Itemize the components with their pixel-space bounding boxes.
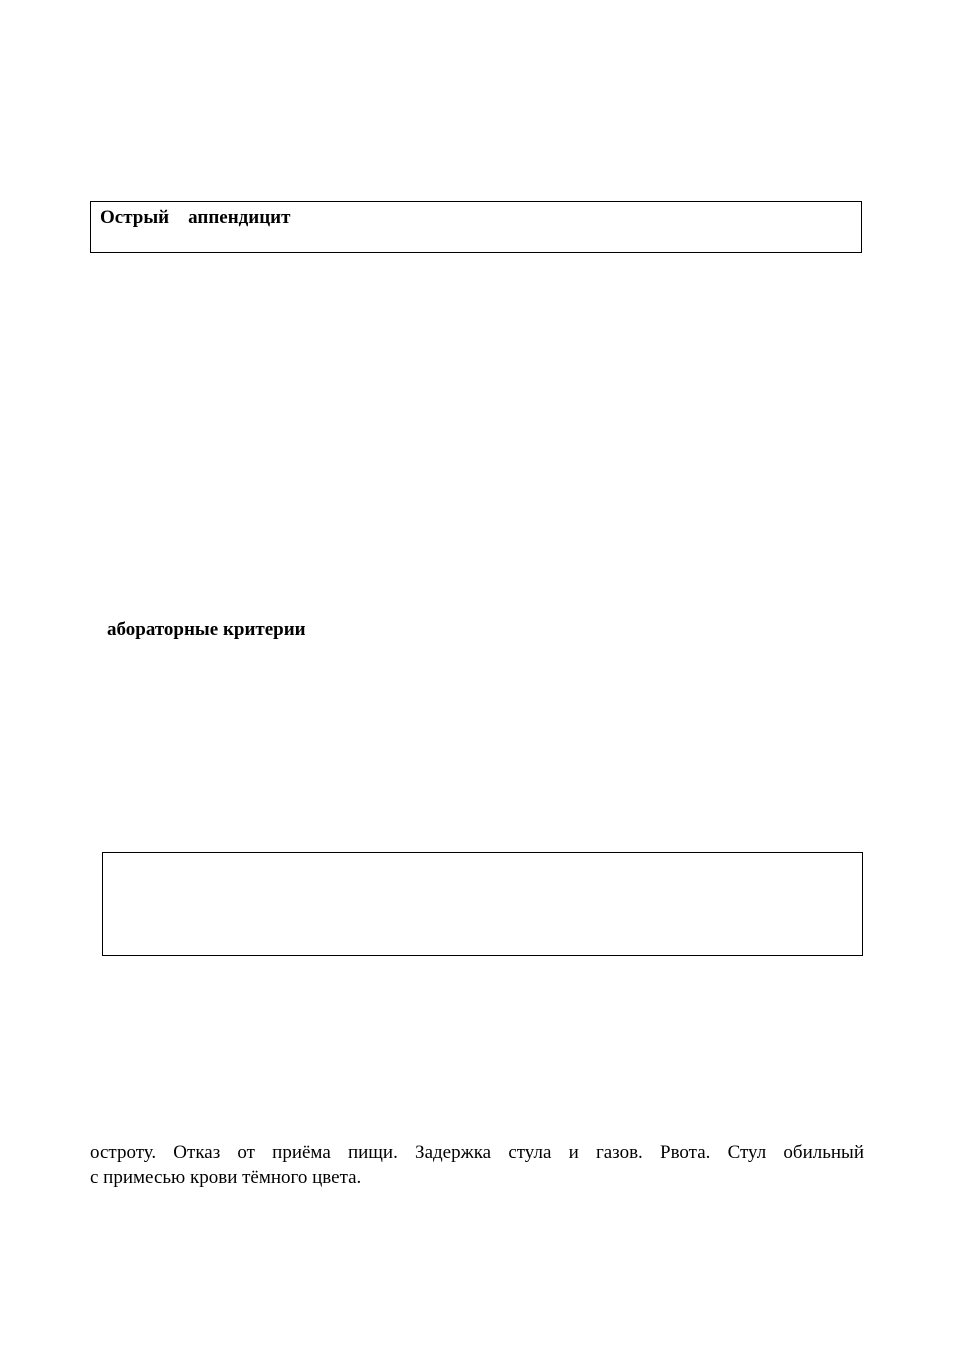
paragraph-line-2: с примесью крови тёмного цвета. <box>90 1167 362 1188</box>
section-heading-laboratory-criteria: абораторные критерии <box>107 619 306 640</box>
empty-framed-box <box>102 852 863 956</box>
paragraph-line-1: остроту. Отказ от приёма пищи. Задержка стула и газов. Рвота. Стул обильный <box>90 1142 864 1163</box>
title-box <box>90 201 862 253</box>
body-paragraph <box>90 1140 864 1190</box>
document-title: Острый аппендицит <box>100 207 291 228</box>
